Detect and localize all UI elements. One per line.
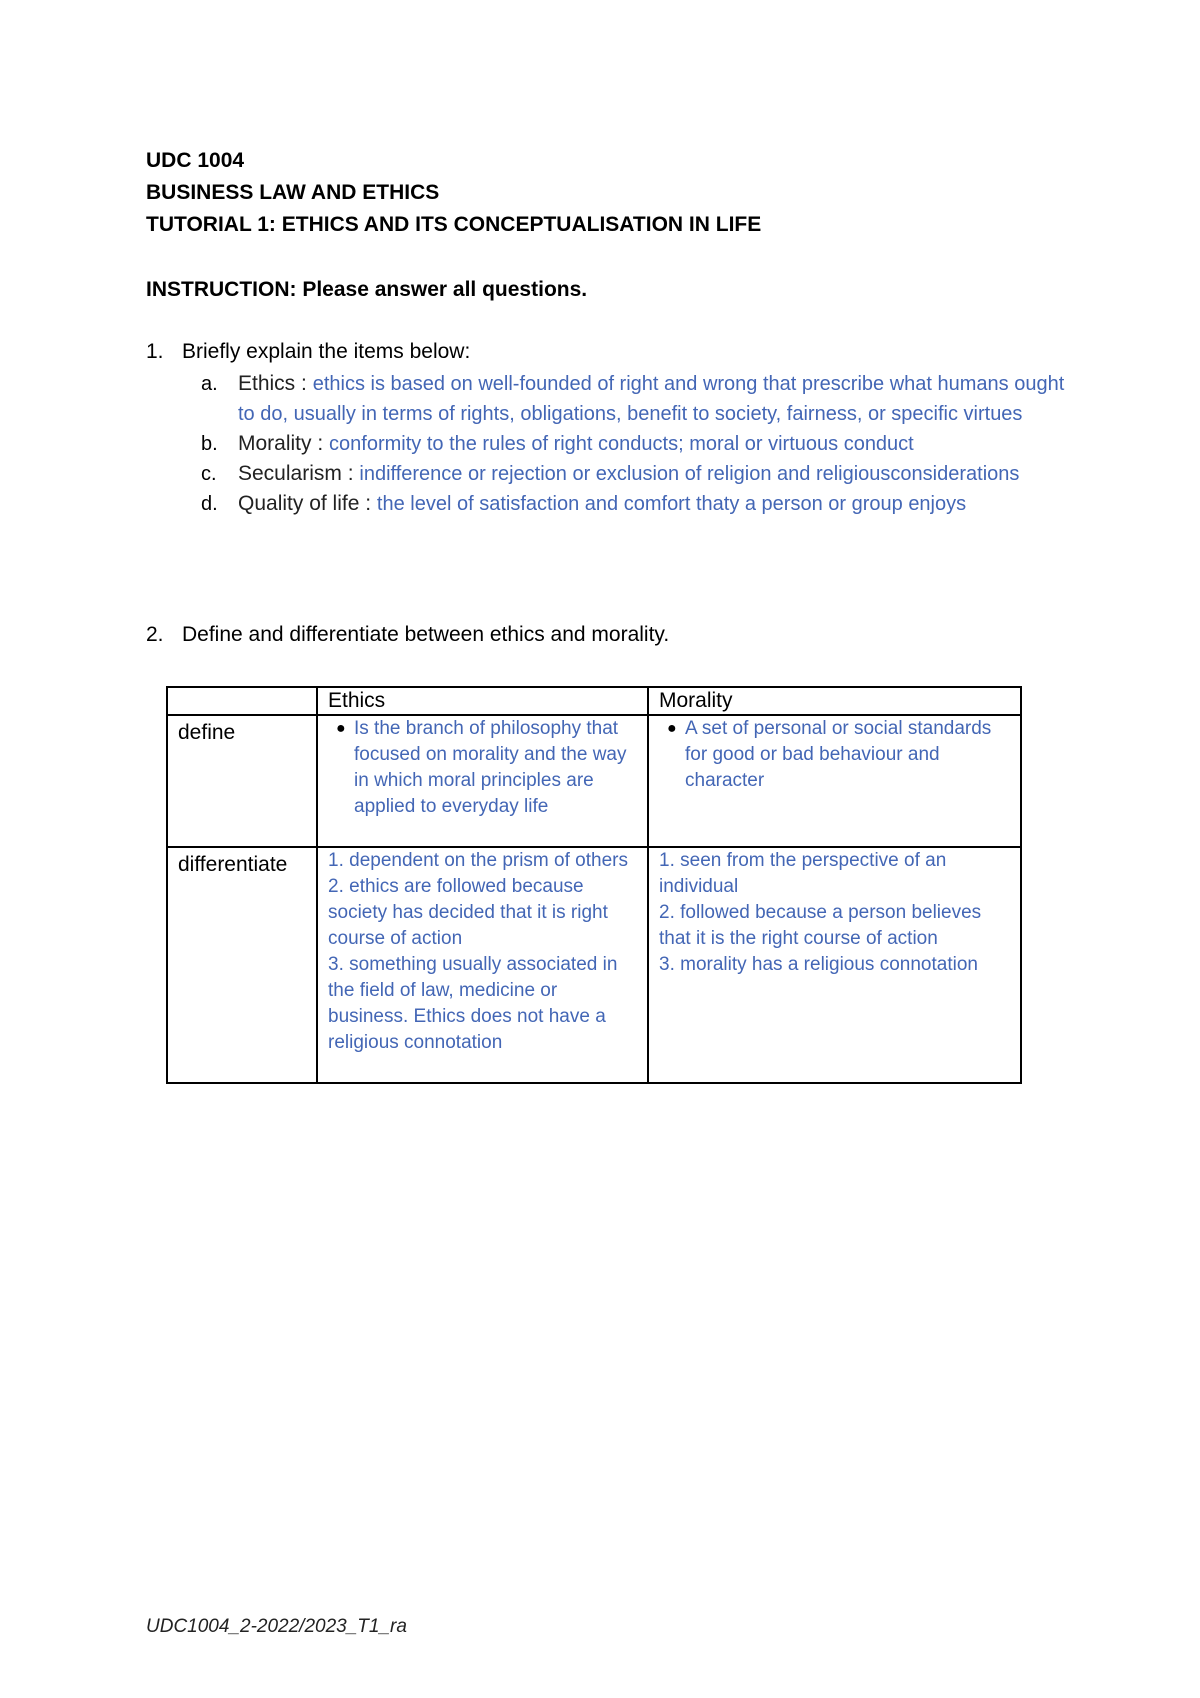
comparison-table [166, 686, 1022, 1084]
list-item [201, 459, 1066, 489]
differentiate-morality-cell [648, 847, 1021, 1083]
item-letter: d. [201, 493, 218, 515]
bullet-icon: ● [336, 720, 346, 737]
page-footer: UDC1004_2-2022/2023_T1_ra [146, 1616, 407, 1637]
question-1-items [201, 369, 1066, 519]
define-morality-text: A set of personal or social standards for good or bad behaviour and character [685, 718, 992, 791]
table-row [167, 715, 1021, 847]
item-answer: conformity to the rules of right conducts; moral or virtuous conduct [329, 433, 914, 455]
diff-morality-point: 2. followed because a person believes that it is the right course of action [659, 902, 982, 949]
question-number: 1. [146, 340, 164, 363]
instruction: INSTRUCTION: Please answer all questions. [146, 278, 588, 301]
diff-morality-point: 1. seen from the perspective of an individual [659, 850, 947, 897]
item-answer: indifference or rejection or exclusion of religion and religiousconsiderations [359, 463, 1020, 485]
item-term: Quality of life : [238, 492, 372, 515]
question-text: Briefly explain the items below: [182, 340, 471, 363]
item-letter: c. [201, 463, 217, 485]
define-morality-cell [648, 715, 1021, 847]
course-code: UDC 1004 [146, 149, 245, 172]
diff-ethics-point: 3. something usually associated in the field of law, medicine or business. Ethics does not have a religious connotation [328, 954, 618, 1053]
row-label-cell [167, 715, 317, 847]
item-term: Morality : [238, 432, 324, 455]
tutorial-title: TUTORIAL 1: ETHICS AND ITS CONCEPTUALISATION IN LIFE [146, 213, 762, 236]
column-header-morality: Morality [648, 687, 1021, 715]
item-term: Secularism : [238, 462, 354, 485]
item-letter: b. [201, 433, 218, 455]
list-item [201, 429, 1066, 459]
course-name: BUSINESS LAW AND ETHICS [146, 181, 440, 204]
define-ethics-cell [317, 715, 648, 847]
row-label-differentiate: differentiate [178, 853, 288, 876]
question-number: 2. [146, 623, 164, 646]
list-item [201, 369, 1066, 429]
differentiate-ethics-cell [317, 847, 648, 1083]
document-header [146, 145, 761, 241]
item-answer: the level of satisfaction and comfort thaty a person or group enjoys [376, 493, 967, 515]
item-answer: ethics is based on well-founded of right and wrong that prescribe what humans ought to do, usually in terms of rights, obligations, benefit to society, fairness, or specific virtues [238, 373, 1065, 425]
column-header-ethics: Ethics [317, 687, 648, 715]
bullet-icon: ● [667, 720, 677, 737]
table-corner-cell [167, 687, 317, 715]
item-letter: a. [201, 373, 218, 395]
question-2 [146, 620, 1066, 650]
table-row [167, 847, 1021, 1083]
question-1 [146, 337, 1066, 519]
list-item [201, 489, 1066, 519]
row-label-cell [167, 847, 317, 1083]
question-text: Define and differentiate between ethics and morality. [182, 623, 670, 646]
row-label-define: define [178, 721, 236, 744]
table-header-row [167, 687, 1021, 715]
diff-ethics-point: 2. ethics are followed because society has decided that it is right course of action [328, 876, 608, 949]
diff-ethics-point: 1. dependent on the prism of others [328, 850, 628, 871]
item-term: Ethics : [238, 372, 307, 395]
diff-morality-point: 3. morality has a religious connotation [659, 954, 978, 975]
define-ethics-text: Is the branch of philosophy that focused on morality and the way in which moral principles are applied to everyday life [354, 718, 627, 817]
